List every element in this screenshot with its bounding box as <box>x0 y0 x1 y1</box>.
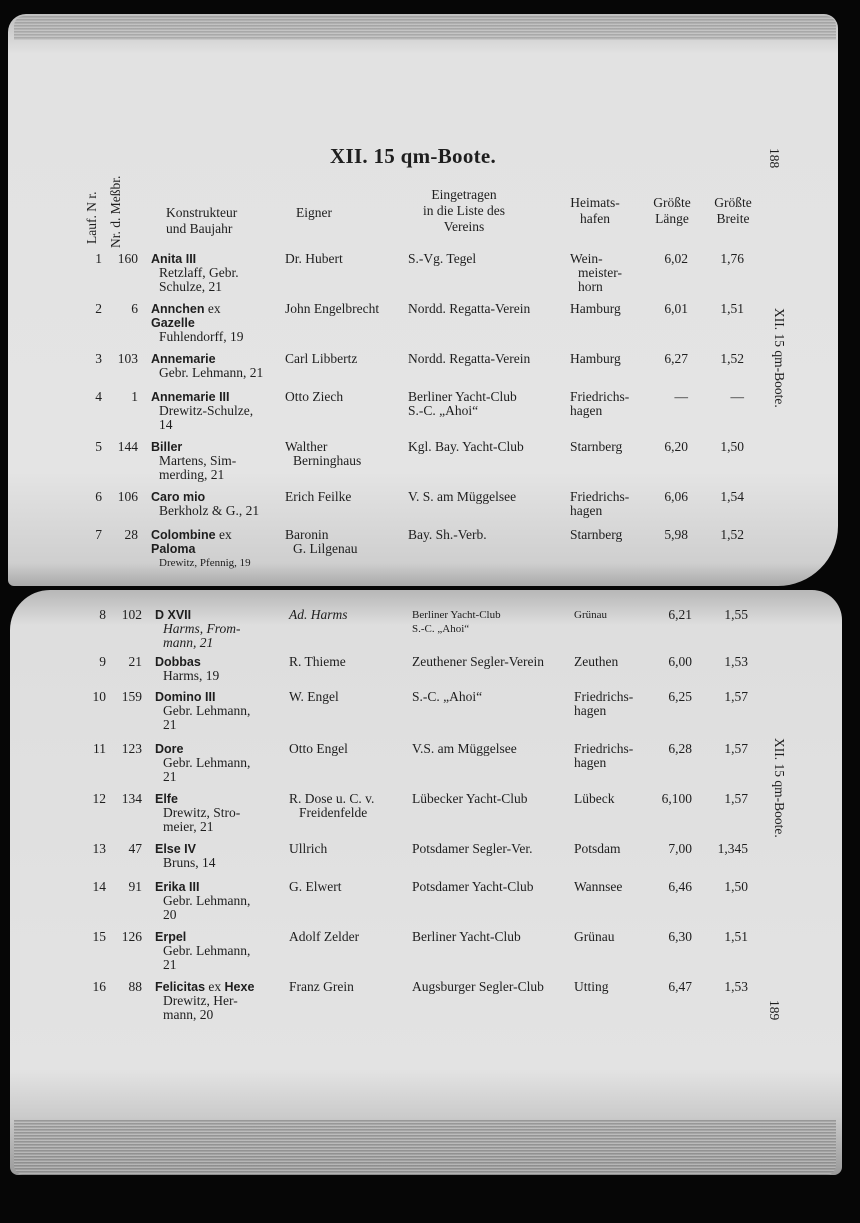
verein-line: V.S. am Müggelsee <box>412 741 517 756</box>
groesste-laenge: 5,98 <box>664 527 688 542</box>
heimatshafen-line: hagen <box>570 403 603 418</box>
konstrukteur-line: Harms, 19 <box>163 668 220 683</box>
eigner-line: R. Thieme <box>289 654 346 669</box>
lauf-nr: 14 <box>92 879 106 894</box>
konstrukteur-cell <box>155 792 240 834</box>
heimatshafen-line: meister- <box>578 265 622 280</box>
konstrukteur-line: Martens, Sim- <box>159 453 237 468</box>
lauf-nr: 3 <box>95 351 102 366</box>
header-konstrukteur <box>148 205 237 237</box>
messbr-nr: 160 <box>117 251 138 266</box>
konstrukteur-cell <box>151 252 239 294</box>
header-heimat-l2: hafen <box>580 211 610 226</box>
header-eingetragen-l3: Vereins <box>443 219 485 234</box>
konstrukteur-line: Gebr. Lehmann, <box>163 943 251 958</box>
heimatshafen-line: Friedrichs- <box>574 741 634 756</box>
lauf-nr: 9 <box>99 654 106 669</box>
header-messbr-nr <box>108 175 124 248</box>
heimatshafen-line: hagen <box>570 503 603 518</box>
eigner-line: Ad. Harms <box>289 607 348 622</box>
lauf-nr: 5 <box>95 439 102 454</box>
konstrukteur-cell <box>151 528 251 570</box>
side-running-title-upper: XII. 15 qm-Boote. <box>772 308 787 408</box>
boat-name: Colombine <box>151 528 216 542</box>
groesste-breite: 1,50 <box>724 879 748 894</box>
boat-name: Annemarie III <box>151 390 230 404</box>
konstrukteur-line: mann, 21 <box>163 635 214 650</box>
eigner-line: Freidenfelde <box>299 805 368 820</box>
konstrukteur-cell <box>151 390 253 432</box>
header-messbr-nr-text: Nr. d. Meßbr. <box>108 175 123 248</box>
messbr-nr: 159 <box>121 689 142 704</box>
lauf-nr: 6 <box>95 489 102 504</box>
verein-line: S.-Vg. Tegel <box>408 251 477 266</box>
messbr-nr: 88 <box>128 979 142 994</box>
eigner-line: G. Lilgenau <box>293 541 358 556</box>
boat-ex-marker: ex <box>215 527 232 542</box>
heimatshafen-line: Hamburg <box>570 301 621 316</box>
eigner-line: Otto Engel <box>289 741 348 756</box>
konstrukteur-cell <box>151 440 236 482</box>
konstrukteur-cell <box>155 690 250 732</box>
heimatshafen-line: Wein- <box>570 251 603 266</box>
header-breite-l2: Breite <box>716 211 750 226</box>
groesste-breite: 1,53 <box>724 979 748 994</box>
konstrukteur-line: Berkholz & G., 21 <box>159 503 260 518</box>
heimatshafen-line: Hamburg <box>570 351 621 366</box>
verein-line: S.-C. „Ahoi“ <box>412 689 483 704</box>
heimatshafen-line: Utting <box>574 979 609 994</box>
header-eingetragen-l2: in die Liste des <box>422 203 506 218</box>
header-breite-l1: Größte <box>714 195 752 210</box>
groesste-laenge: 6,47 <box>668 979 692 994</box>
heimatshafen-line: Lübeck <box>574 791 615 806</box>
verein-line: S.-C. „Ahoi“ <box>408 403 479 418</box>
verein-line: Berliner Yacht-Club <box>408 389 517 404</box>
header-lauf-nr: Lauf. N r. <box>84 191 99 244</box>
eigner-line: Walther <box>285 439 328 454</box>
groesste-breite: 1,50 <box>720 439 744 454</box>
groesste-breite: 1,55 <box>724 607 748 622</box>
konstrukteur-line: 21 <box>163 957 177 972</box>
groesste-laenge: 6,28 <box>668 741 692 756</box>
verein-line: Augsburger Segler-Club <box>412 979 544 994</box>
boat-former-name: Gazelle <box>151 316 195 330</box>
groesste-laenge: 6,25 <box>668 689 692 704</box>
konstrukteur-line: Gebr. Lehmann, <box>163 755 251 770</box>
header-eingetragen <box>412 187 516 235</box>
konstrukteur-line: Drewitz, Pfennig, 19 <box>159 557 251 569</box>
konstrukteur-line: Gebr. Lehmann, <box>163 703 251 718</box>
page-edge-bottom <box>14 1120 836 1175</box>
boat-ex-marker: ex <box>205 979 225 994</box>
groesste-breite: — <box>730 389 744 404</box>
boat-name: Erpel <box>155 930 187 944</box>
messbr-nr: 123 <box>121 741 142 756</box>
lauf-nr: 4 <box>95 389 102 404</box>
groesste-laenge: 6,01 <box>664 301 688 316</box>
messbr-nr: 126 <box>121 929 142 944</box>
boat-name: D XVII <box>155 608 192 622</box>
eigner-line: Otto Ziech <box>285 389 344 404</box>
verein-line: Lübecker Yacht-Club <box>412 791 528 806</box>
konstrukteur-line: mann, 20 <box>163 1007 214 1022</box>
konstrukteur-cell <box>155 842 216 870</box>
groesste-breite: 1,57 <box>724 741 748 756</box>
boat-name: Else IV <box>155 842 196 856</box>
lauf-nr: 2 <box>95 301 102 316</box>
heimatshafen-line: hagen <box>574 755 607 770</box>
konstrukteur-line: merding, 21 <box>159 467 225 482</box>
header-laenge-l2: Länge <box>655 211 689 226</box>
verein-line: Nordd. Regatta-Verein <box>408 351 531 366</box>
groesste-breite: 1,57 <box>724 689 748 704</box>
konstrukteur-cell <box>155 655 219 683</box>
konstrukteur-line: Retzlaff, Gebr. <box>159 265 239 280</box>
groesste-breite: 1,51 <box>720 301 744 316</box>
groesste-breite: 1,52 <box>720 527 744 542</box>
konstrukteur-cell <box>151 490 259 518</box>
heimatshafen-line: Grünau <box>574 929 615 944</box>
eigner-line: Baronin <box>285 527 329 542</box>
konstrukteur-line: Gebr. Lehmann, <box>163 893 251 908</box>
heimatshafen-line: Friedrichs- <box>570 489 630 504</box>
lauf-nr: 8 <box>99 607 106 622</box>
header-heimatshafen <box>565 195 625 227</box>
heimatshafen-line: horn <box>578 279 603 294</box>
groesste-breite: 1,51 <box>724 929 748 944</box>
groesste-breite: 1,53 <box>724 654 748 669</box>
verein-line: Potsdamer Yacht-Club <box>412 879 534 894</box>
konstrukteur-line: meier, 21 <box>163 819 214 834</box>
heimatshafen-line: Zeuthen <box>574 654 619 669</box>
page-number-right: 189 <box>767 1000 782 1021</box>
konstrukteur-line: Drewitz, Stro- <box>163 805 241 820</box>
konstrukteur-line: Bruns, 14 <box>163 855 216 870</box>
konstrukteur-line: 14 <box>159 417 173 432</box>
groesste-laenge: 6,21 <box>668 607 692 622</box>
lauf-nr: 15 <box>92 929 106 944</box>
verein-line: V. S. am Müggelsee <box>408 489 517 504</box>
boat-name: Biller <box>151 440 183 454</box>
boat-name: Dobbas <box>155 655 201 669</box>
groesste-laenge: 6,00 <box>668 654 692 669</box>
boat-former-name: Hexe <box>224 980 255 994</box>
verein-line: Nordd. Regatta-Verein <box>408 301 531 316</box>
header-heimat-l1: Heimats- <box>570 195 620 210</box>
konstrukteur-line: Harms, From- <box>163 621 241 636</box>
messbr-nr: 103 <box>117 351 138 366</box>
boat-name: Dore <box>155 742 184 756</box>
header-konstrukteur-l1: Konstrukteur <box>166 205 238 220</box>
page-edge-top <box>14 16 836 40</box>
groesste-laenge: 6,30 <box>668 929 692 944</box>
boat-ex-marker: ex <box>204 301 221 316</box>
boat-name: Elfe <box>155 792 178 806</box>
heimatshafen-line: Grünau <box>574 609 607 621</box>
messbr-nr: 91 <box>128 879 142 894</box>
header-eigner: Eigner <box>296 205 332 220</box>
lauf-nr: 16 <box>92 979 106 994</box>
groesste-breite: 1,57 <box>724 791 748 806</box>
eigner-line: Carl Libbertz <box>285 351 358 366</box>
heimatshafen-line: Starnberg <box>570 527 623 542</box>
konstrukteur-line: 20 <box>163 907 177 922</box>
lauf-nr: 13 <box>92 841 106 856</box>
boat-name: Erika III <box>155 880 200 894</box>
header-konstrukteur-l2: und Baujahr <box>166 221 233 236</box>
boat-former-name: Paloma <box>151 542 196 556</box>
page-number-left: 188 <box>767 148 782 169</box>
boat-name: Annemarie <box>151 352 216 366</box>
boat-name: Domino III <box>155 690 216 704</box>
messbr-nr: 6 <box>131 301 138 316</box>
heimatshafen-line: Friedrichs- <box>574 689 634 704</box>
lauf-nr: 1 <box>95 251 102 266</box>
eigner-line: W. Engel <box>289 689 339 704</box>
header-groesste-breite <box>710 195 756 227</box>
groesste-laenge: 6,46 <box>668 879 692 894</box>
lauf-nr: 11 <box>93 741 106 756</box>
konstrukteur-line: 21 <box>163 717 177 732</box>
groesste-laenge: 6,06 <box>664 489 688 504</box>
messbr-nr: 144 <box>117 439 138 454</box>
groesste-breite: 1,52 <box>720 351 744 366</box>
verein-line: Berliner Yacht-Club <box>412 929 521 944</box>
heimatshafen-line: Friedrichs- <box>570 389 630 404</box>
messbr-nr: 134 <box>121 791 142 806</box>
boat-name: Anita III <box>151 252 197 266</box>
lauf-nr: 12 <box>92 791 106 806</box>
heimatshafen-line: Starnberg <box>570 439 623 454</box>
konstrukteur-cell <box>155 608 241 650</box>
verein-line: S.-C. „Ahoi“ <box>412 623 470 635</box>
lauf-nr: 10 <box>92 689 106 704</box>
konstrukteur-cell <box>155 980 254 1022</box>
verein-line: Zeuthener Segler-Verein <box>412 654 545 669</box>
konstrukteur-line: 21 <box>163 769 177 784</box>
messbr-nr: 47 <box>128 841 142 856</box>
konstrukteur-line: Drewitz-Schulze, <box>159 403 254 418</box>
boat-name: Caro mio <box>151 490 206 504</box>
groesste-breite: 1,54 <box>720 489 744 504</box>
boat-name: Felicitas <box>155 980 206 994</box>
side-running-title-lower: XII. 15 qm-Boote. <box>772 738 787 838</box>
konstrukteur-line: Schulze, 21 <box>159 279 222 294</box>
eigner-line: Adolf Zelder <box>289 929 360 944</box>
konstrukteur-cell <box>155 742 250 784</box>
messbr-nr: 21 <box>128 654 142 669</box>
konstrukteur-line: Drewitz, Her- <box>163 993 238 1008</box>
eigner-line: G. Elwert <box>289 879 342 894</box>
heimatshafen-line: Wannsee <box>574 879 623 894</box>
groesste-laenge: 6,20 <box>664 439 688 454</box>
messbr-nr: 1 <box>131 389 138 404</box>
eigner-line: Ullrich <box>289 841 328 856</box>
header-eingetragen-l1: Eingetragen <box>431 187 497 202</box>
eigner-line: Franz Grein <box>289 979 354 994</box>
eigner-line: Erich Feilke <box>285 489 352 504</box>
heimatshafen-line: hagen <box>574 703 607 718</box>
konstrukteur-cell <box>155 930 250 972</box>
eigner-line: Berninghaus <box>293 453 362 468</box>
messbr-nr: 102 <box>121 607 142 622</box>
eigner-line: John Engelbrecht <box>285 301 380 316</box>
groesste-laenge: 7,00 <box>668 841 692 856</box>
groesste-laenge: — <box>674 389 688 404</box>
eigner-line: Dr. Hubert <box>285 251 343 266</box>
verein-line: Kgl. Bay. Yacht-Club <box>408 439 524 454</box>
groesste-laenge: 6,100 <box>661 791 692 806</box>
groesste-laenge: 6,02 <box>664 251 688 266</box>
messbr-nr: 28 <box>124 527 138 542</box>
konstrukteur-line: Gebr. Lehmann, 21 <box>159 365 264 380</box>
konstrukteur-line: Fuhlendorff, 19 <box>159 329 244 344</box>
page-title: XII. 15 qm-Boote. <box>330 144 497 168</box>
verein-line: Potsdamer Segler-Ver. <box>412 841 533 856</box>
boat-name: Annchen <box>151 302 205 316</box>
lauf-nr: 7 <box>95 527 102 542</box>
groesste-breite: 1,345 <box>717 841 748 856</box>
konstrukteur-cell <box>151 302 244 344</box>
groesste-laenge: 6,27 <box>664 351 688 366</box>
groesste-breite: 1,76 <box>720 251 744 266</box>
konstrukteur-cell <box>151 352 263 380</box>
header-laenge-l1: Größte <box>653 195 691 210</box>
heimatshafen-line: Potsdam <box>574 841 621 856</box>
eigner-line: R. Dose u. C. v. <box>289 791 375 806</box>
messbr-nr: 106 <box>117 489 138 504</box>
header-groesste-laenge <box>647 195 697 227</box>
verein-line: Berliner Yacht-Club <box>412 609 501 621</box>
verein-line: Bay. Sh.-Verb. <box>408 527 487 542</box>
konstrukteur-cell <box>155 880 250 922</box>
